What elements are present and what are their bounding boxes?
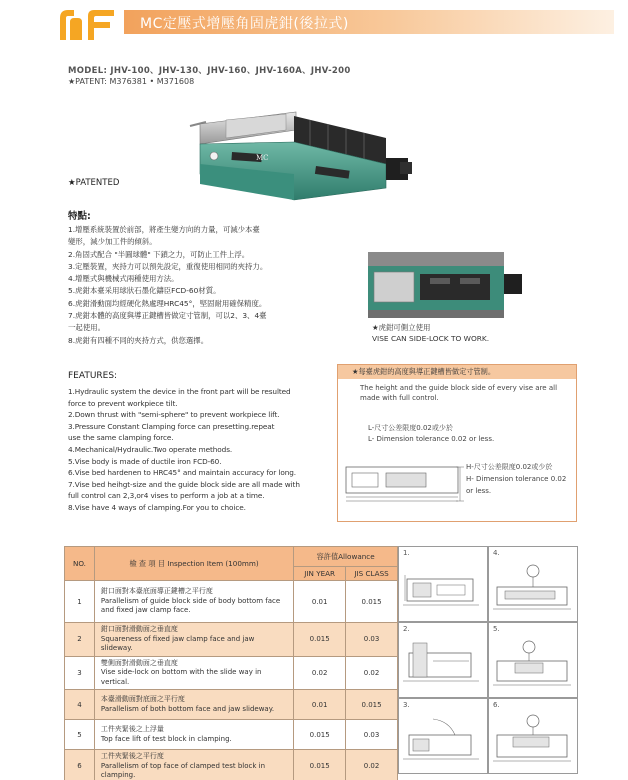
row-jis: 0.03 [346,720,398,750]
row-no: 4 [65,690,95,720]
row-item-cn: 鉗口面對滑動面之垂直度 [100,625,178,633]
diagram-number: 6. [493,701,500,709]
row-jis: 0.03 [346,623,398,657]
row-item-en: Parallelism of guide block side of body bottom face and fixed jaw clamp face. [100,596,281,615]
list-item: 5.Vise body is made of ductile iron FCD-60. [68,456,222,466]
row-item-en: Parallelism of both bottom face and jaw slideway. [100,704,275,713]
row-item [94,581,293,623]
features-cn-list [68,224,338,347]
patented-label: ★PATENTED [68,178,120,188]
table-row [65,750,398,780]
features-en-heading: FEATURES: [68,371,118,381]
row-jis: 0.015 [346,581,398,623]
tolerance-h-en: H- Dimension tolerance 0.02 or less. [466,475,567,495]
table-row [65,623,398,657]
tolerance-note-heading-text: ★每臺虎鉗的高度與導正鍵槽皆做定寸管制。 [352,367,496,376]
row-no: 1 [65,581,95,623]
list-item: 5.虎鉗本臺采用球狀石墨化鑄臣FCD-60材質。 [68,286,221,296]
list-item: 6.Vise bed hardenen to HRC45° and maintain accuracy for long. [68,468,296,478]
tolerance-l-cn: L-尺寸公差限度0.02或少於 [368,424,453,432]
tolerance-l-en: L- Dimension tolerance 0.02 or less. [368,435,495,443]
title-bar [124,10,614,34]
tolerance-l [368,423,494,445]
list-item: 8.虎鉗有四種不同的夾持方式，供您選擇。 [68,335,209,345]
tolerance-note-box [337,364,577,522]
tolerance-note-en: The height and the guide block side of every vise are all made with full control. [360,384,558,402]
row-item-cn: 工件夾緊後之上浮量 [100,725,164,733]
diagram-1 [398,546,488,622]
col-jin-year: JIN YEAR [294,567,346,581]
list-item: 6.虎鉗滑動面均經硬化熱處理HRC45°，堅固耐用確保精度。 [68,298,267,308]
row-jis: 0.015 [346,690,398,720]
diagram-5 [488,622,578,698]
vise-product-image [186,104,414,210]
row-item-en: Parallelism of top face of clamped test block in clamping. [100,761,266,779]
model-line: MODEL: JHV-100、JHV-130、JHV-160、JHV-160A、JHV-200 [68,66,351,76]
row-item [94,656,293,690]
row-item-cn: 雙側面對滑動面之垂直度 [100,658,178,667]
list-item: force to prevent workpiece tilt. [68,398,178,408]
diagram-number: 3. [403,701,410,709]
row-jin: 0.02 [294,656,346,690]
list-item: 7.Vise bed heihgt-size and the guide block side are all made with [68,479,300,489]
row-item [94,720,293,750]
list-item: use the same clamping force. [68,433,174,443]
row-item-cn: 本臺滑動面對底面之平行度 [100,695,185,703]
brand-logo [58,8,116,42]
side-lock-caption-en: VISE CAN SIDE-LOCK TO WORK. [372,334,490,343]
table-row [65,656,398,690]
list-item: full control can 2,3,or4 vises to perform a job at a time. [68,491,265,501]
row-jin: 0.01 [294,690,346,720]
diagram-4 [488,546,578,622]
list-item: 2.角固式配合 "半圓球體" 下鎖之力，可防止工件上浮。 [68,249,250,259]
row-jin: 0.015 [294,750,346,780]
inspection-diagrams [398,546,578,774]
list-item: 4.Mechanical/Hydraulic.Two operate methods. [68,444,233,454]
col-allowance: 容許值Allowance [294,547,398,567]
patent-numbers: ★PATENT: M376381 • M371608 [68,77,195,86]
row-item [94,623,293,657]
row-item-cn: 鉗口面對本臺底面導正鍵槽之平行度 [100,587,213,596]
tolerance-h-cn: H-尺寸公差限度0.02或少於 [466,463,553,471]
row-jis: 0.02 [346,656,398,690]
row-no: 6 [65,750,95,780]
col-item: 檢 查 項 目 Inspection Item (100mm) [94,547,293,581]
page-title: MC定壓式增壓角固虎鉗(後拉式) [140,16,349,32]
tolerance-h [466,461,574,497]
row-jin: 0.015 [294,720,346,750]
row-no: 2 [65,623,95,657]
tolerance-diagram [342,457,466,513]
features-cn-heading: 特點: [68,211,91,222]
tolerance-note-heading [338,365,576,379]
list-item: 變形，減少加工件的傾斜。 [68,237,157,247]
diagram-number: 1. [403,549,410,557]
list-item: 7.虎鉗本體的高度與導正鍵槽皆做定寸管制，可以2、3、4臺 [68,311,267,321]
list-item: 4.增壓式與機械式兩種使用方法。 [68,274,179,284]
list-item: 3.定壓裝置，夾持力可以預先設定，重復使用相同的夾持力。 [68,261,268,271]
diagram-number: 5. [493,625,500,633]
vise-side-lock-image [368,252,528,320]
row-jin: 0.015 [294,623,346,657]
side-lock-caption [372,322,489,344]
col-jis-class: JIS CLASS [346,567,398,581]
row-item-en: Top face lift of test block in clamping. [100,734,232,743]
list-item: 3.Pressure Constant Clamping force can presetting.repeat [68,421,275,431]
col-no: NO. [65,547,95,581]
diagram-number: 4. [493,549,500,557]
side-lock-caption-cn: ★虎鉗可側立使用 [372,323,431,332]
list-item: 8.Vise have 4 ways of clamping.For you to choice. [68,502,246,512]
list-item: 1.Hydraulic system the device in the front part will be resulted [68,387,291,396]
table-row [65,581,398,623]
row-item-en: Squareness of fixed jaw clamp face and jaw slideway. [100,634,255,652]
row-item-cn: 工件夾緊後之平行度 [100,752,164,760]
row-item [94,690,293,720]
row-jis: 0.02 [346,750,398,780]
features-en-list [68,386,338,514]
row-jin: 0.01 [294,581,346,623]
inspection-table [64,546,398,780]
diagram-3 [398,698,488,774]
list-item: 1.增壓系統裝置於前部，將產生變方向的力量，可減少本臺 [68,225,260,234]
diagram-2 [398,622,488,698]
diagram-6 [488,698,578,774]
row-no: 3 [65,656,95,690]
table-row [65,720,398,750]
svg-text:MC: MC [256,154,269,162]
list-item: 2.Down thrust with "semi-sphere" to prevent workpiece lift. [68,410,280,420]
table-row [65,690,398,720]
row-item [94,750,293,780]
row-no: 5 [65,720,95,750]
list-item: 一起使用。 [68,323,105,333]
diagram-number: 2. [403,625,410,633]
row-item-en: Vise side-lock on bottom with the slide way in vertical. [100,668,262,686]
